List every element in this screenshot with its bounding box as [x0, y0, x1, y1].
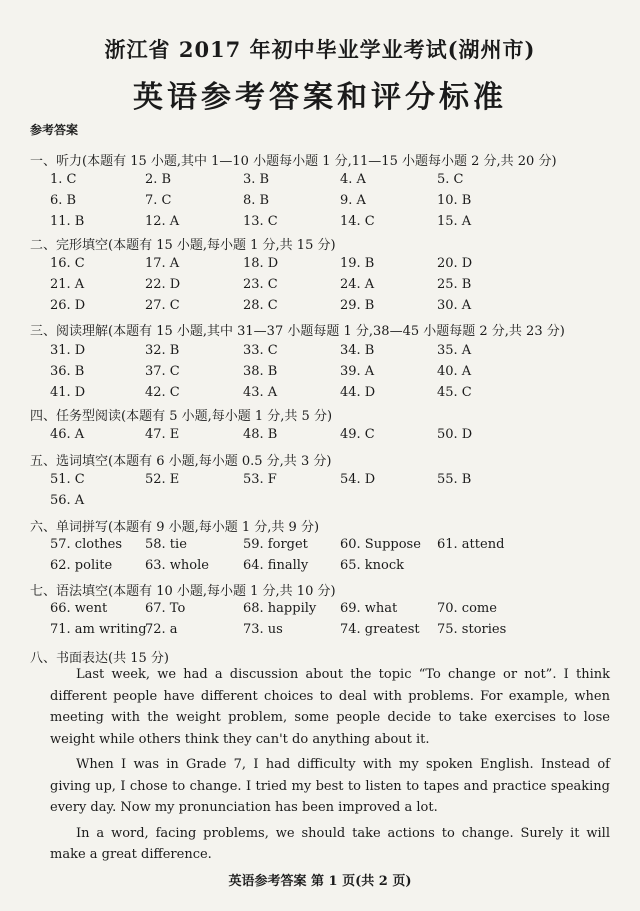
- answer-item: 20. D: [437, 256, 473, 271]
- answer-item: 70. come: [437, 601, 497, 616]
- answer-item: 17. A: [145, 256, 180, 271]
- answer-item: 72. a: [145, 622, 178, 637]
- answer-item: 2. B: [145, 172, 172, 187]
- answer-item: 67. To: [145, 601, 186, 616]
- answer-item: 5. C: [437, 172, 464, 187]
- answer-item: 44. D: [340, 385, 376, 400]
- answer-item: 1. C: [50, 172, 77, 187]
- section-heading: 八、书面表达(共 15 分): [30, 651, 169, 666]
- answer-item: 40. A: [437, 364, 472, 379]
- answer-item: 55. B: [437, 472, 472, 487]
- answer-item: 30. A: [437, 298, 472, 313]
- answer-item: 21. A: [50, 277, 85, 292]
- answer-row: [0, 558, 640, 578]
- answer-item: 36. B: [50, 364, 85, 379]
- answer-item: 25. B: [437, 277, 472, 292]
- answer-item: 15. A: [437, 214, 472, 229]
- answer-item: 6. B: [50, 193, 77, 208]
- answer-item: 33. C: [243, 343, 278, 358]
- essay-paragraph: Last week, we had a discussion about the topic “To change or not”. I think different people have different choices to deal with problems. For example, when meeting with the weight problem, some people decide to take exercises to lose weight while others think they can't do anything about it.: [50, 667, 610, 747]
- answer-item: 16. C: [50, 256, 85, 271]
- answer-item: 3. B: [243, 172, 270, 187]
- answer-item: 45. C: [437, 385, 472, 400]
- essay-paragraph: When I was in Grade 7, I had difficulty with my spoken English. Instead of giving up, I chose to change. I tried my best to listen to tapes and practice speaking every day. Now my pronunciation has been improved a lot.: [50, 757, 610, 815]
- answer-item: 66. went: [50, 601, 108, 616]
- answer-item: 23. C: [243, 277, 278, 292]
- answer-item: 49. C: [340, 427, 375, 442]
- section-heading: 三、阅读理解(本题有 15 小题,其中 31—37 小题每题 1 分,38—45 小题每题 2 分,共 23 分): [30, 324, 565, 339]
- answer-item: 28. C: [243, 298, 278, 313]
- answer-item: 58. tie: [145, 537, 187, 552]
- answer-row: [0, 493, 640, 513]
- answer-item: 41. D: [50, 385, 86, 400]
- answer-item: 69. what: [340, 601, 398, 616]
- answer-item: 53. F: [243, 472, 277, 487]
- answer-item: 64. finally: [243, 558, 309, 573]
- answer-item: 46. A: [50, 427, 85, 442]
- answer-item: 62. polite: [50, 558, 113, 573]
- exam-title: 浙江省 2017 年初中毕业学业考试(湖州市): [104, 37, 536, 62]
- answer-item: 34. B: [340, 343, 375, 358]
- page-footer: 英语参考答案 第 1 页(共 2 页): [228, 874, 412, 889]
- answer-item: 73. us: [243, 622, 283, 637]
- answer-row: [0, 537, 640, 557]
- answer-row: [0, 277, 640, 297]
- answer-item: 27. C: [145, 298, 180, 313]
- answer-row: [0, 343, 640, 363]
- answer-item: 14. C: [340, 214, 375, 229]
- answer-row: [0, 472, 640, 492]
- answer-item: 13. C: [243, 214, 278, 229]
- answer-item: 18. D: [243, 256, 279, 271]
- answer-item: 74. greatest: [340, 622, 420, 637]
- answer-item: 52. E: [145, 472, 180, 487]
- answer-row: [0, 364, 640, 384]
- answer-item: 51. C: [50, 472, 85, 487]
- answer-item: 71. am writing: [50, 622, 147, 637]
- answer-item: 31. D: [50, 343, 86, 358]
- answer-item: 59. forget: [243, 537, 308, 552]
- model-essay: [50, 664, 610, 866]
- answer-item: 48. B: [243, 427, 278, 442]
- answer-item: 19. B: [340, 256, 375, 271]
- answer-item: 26. D: [50, 298, 86, 313]
- answer-item: 35. A: [437, 343, 472, 358]
- answer-item: 4. A: [340, 172, 366, 187]
- section-heading: 一、听力(本题有 15 小题,其中 1—10 小题每小题 1 分,11—15 小题每小题 2 分,共 20 分): [30, 154, 557, 169]
- answer-row: [0, 172, 640, 192]
- answer-item: 60. Suppose: [340, 537, 421, 552]
- answer-item: 57. clothes: [50, 537, 123, 552]
- answer-item: 68. happily: [243, 601, 317, 616]
- answer-row: [0, 427, 640, 447]
- document-subtitle: 英语参考答案和评分标准: [133, 80, 507, 115]
- answer-item: 75. stories: [437, 622, 507, 637]
- answer-item: 39. A: [340, 364, 375, 379]
- section-heading: 六、单词拼写(本题有 9 小题,每小题 1 分,共 9 分): [30, 520, 320, 535]
- section-heading: 二、完形填空(本题有 15 小题,每小题 1 分,共 15 分): [30, 238, 336, 253]
- answer-item: 22. D: [145, 277, 181, 292]
- answer-item: 63. whole: [145, 558, 209, 573]
- section-heading: 五、选词填空(本题有 6 小题,每小题 0.5 分,共 3 分): [30, 454, 332, 469]
- answer-item: 37. C: [145, 364, 180, 379]
- answer-row: [0, 385, 640, 405]
- answer-label: 参考答案: [30, 123, 79, 137]
- answer-item: 32. B: [145, 343, 180, 358]
- answer-item: 38. B: [243, 364, 278, 379]
- answer-item: 50. D: [437, 427, 473, 442]
- answer-item: 61. attend: [437, 537, 505, 552]
- answer-item: 47. E: [145, 427, 180, 442]
- answer-item: 54. D: [340, 472, 376, 487]
- answer-item: 8. B: [243, 193, 270, 208]
- answer-row: [0, 622, 640, 642]
- answer-row: [0, 214, 640, 234]
- section-heading: 七、语法填空(本题有 10 小题,每小题 1 分,共 10 分): [30, 584, 336, 599]
- essay-paragraph: In a word, facing problems, we should take actions to change. Surely it will make a great difference.: [50, 825, 610, 862]
- answer-item: 12. A: [145, 214, 180, 229]
- answer-item: 29. B: [340, 298, 375, 313]
- answer-row: [0, 256, 640, 276]
- answer-item: 10. B: [437, 193, 472, 208]
- section-heading: 四、任务型阅读(本题有 5 小题,每小题 1 分,共 5 分): [30, 409, 333, 424]
- answer-row: [0, 601, 640, 621]
- answer-row: [0, 193, 640, 213]
- answer-row: [0, 298, 640, 318]
- answer-item: 42. C: [145, 385, 180, 400]
- answer-item: 56. A: [50, 493, 85, 508]
- answer-item: 7. C: [145, 193, 172, 208]
- answer-item: 11. B: [50, 214, 85, 229]
- answer-item: 43. A: [243, 385, 278, 400]
- answer-item: 9. A: [340, 193, 366, 208]
- answer-item: 65. knock: [340, 558, 405, 573]
- answer-item: 24. A: [340, 277, 375, 292]
